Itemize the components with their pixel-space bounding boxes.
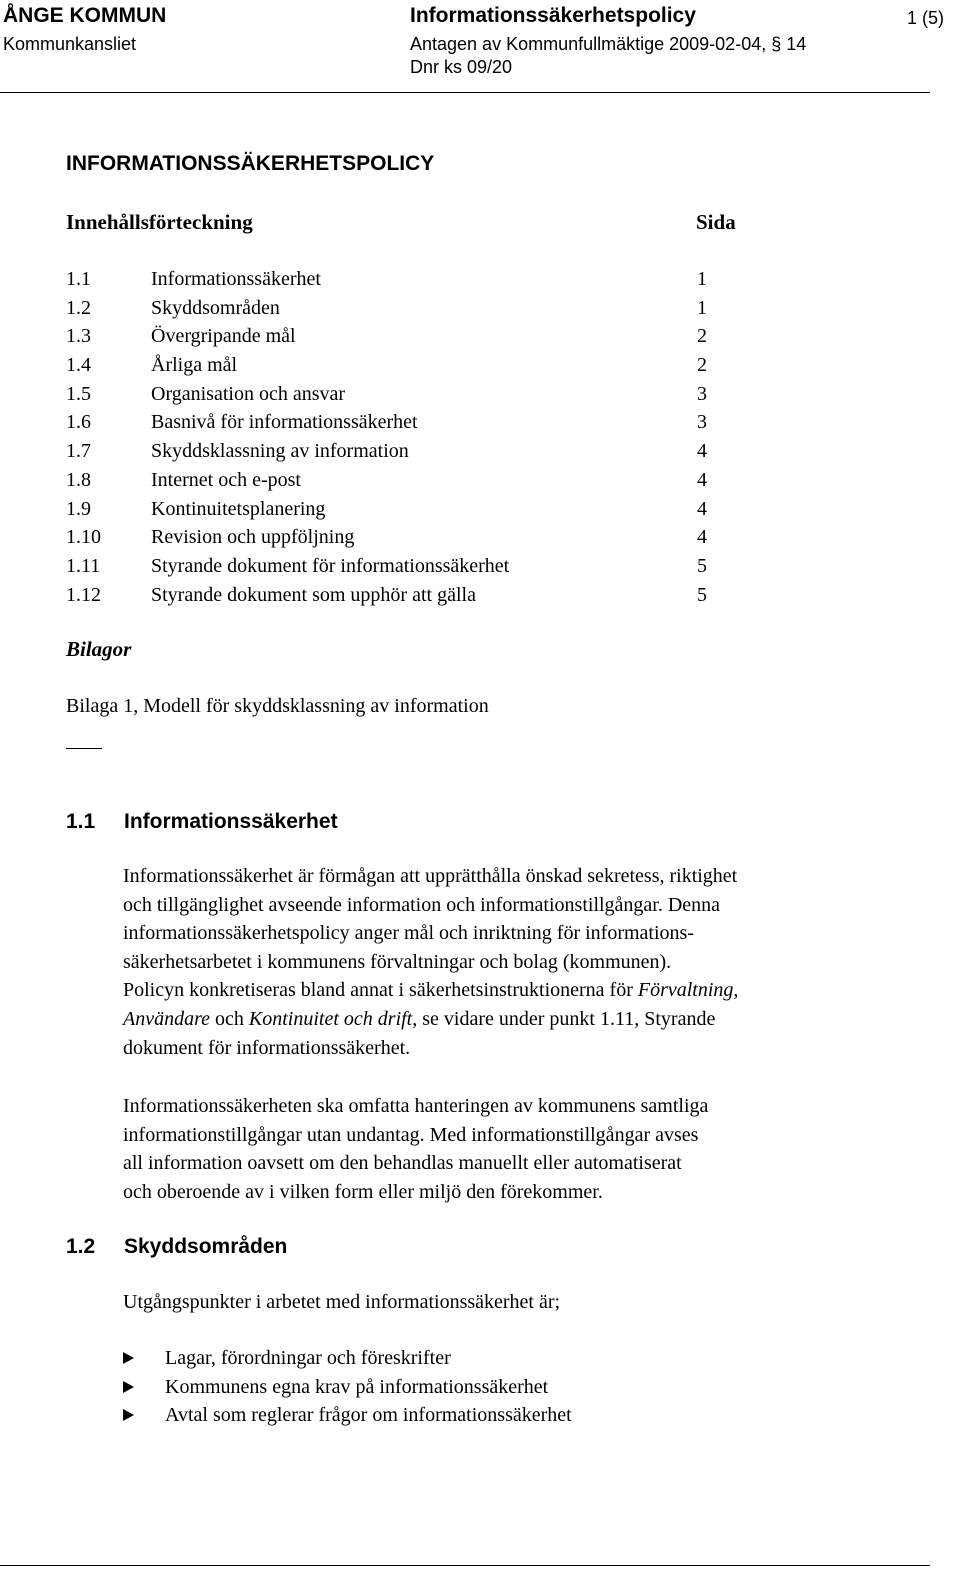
toc-item-number: 1.7 <box>66 440 91 463</box>
section-number: 1.2 <box>66 1235 96 1258</box>
appendices-heading: Bilagor <box>66 637 132 661</box>
triangle-bullet-icon <box>123 1352 134 1364</box>
toc-item[interactable] <box>66 265 766 294</box>
toc-item-label: Revision och uppföljning <box>151 526 355 549</box>
header-divider <box>0 92 930 93</box>
section-title: Informationssäkerhet <box>124 810 338 833</box>
toc-item-page: 3 <box>697 411 707 434</box>
toc-item-label: Årliga mål <box>151 354 238 377</box>
toc-item-number: 1.11 <box>66 554 101 577</box>
toc-item-label: Informationssäkerhet <box>151 268 321 290</box>
toc-item-label: Skyddsområden <box>151 296 280 319</box>
toc-item-label: Basnivå för informationssäkerhet <box>151 411 418 434</box>
toc-item-number: 1.4 <box>66 354 91 377</box>
toc-item[interactable] <box>66 552 766 581</box>
list-item-text: Lagar, förordningar och föreskrifter <box>165 1347 451 1369</box>
adoption-note: Antagen av Kommunfullmäktige 2009-02-04, § 14 <box>410 34 807 54</box>
list-item-text: Avtal som reglerar frågor om informationssäkerhet <box>165 1404 572 1427</box>
toc-item-number: 1.10 <box>66 526 101 549</box>
toc-item-page: 2 <box>697 354 707 377</box>
toc-item-page: 4 <box>697 526 707 549</box>
paragraph-line: all information oavsett om den behandlas manuellt eller automatiserat <box>123 1152 682 1175</box>
toc-item-number: 1.2 <box>66 296 91 319</box>
toc-item-number: 1.8 <box>66 468 91 491</box>
appendix-item[interactable]: Bilaga 1, Modell för skyddsklassning av information <box>66 695 489 717</box>
department-name: Kommunkansliet <box>3 34 137 54</box>
footer-divider <box>0 1565 930 1566</box>
paragraph-line: Informationssäkerhet är förmågan att upprätthålla önskad sekretess, riktighet <box>123 865 738 887</box>
section-1-1-heading <box>66 810 566 840</box>
toc-item[interactable] <box>66 408 766 437</box>
paragraph-line: och tillgänglighet avseende information och informationstillgångar. Denna <box>123 893 721 916</box>
triangle-bullet-icon <box>123 1409 134 1421</box>
toc-item[interactable] <box>66 581 766 610</box>
toc-heading: Innehållsförteckning <box>66 210 253 234</box>
toc-item-label: Skyddsklassning av information <box>151 440 409 463</box>
paragraph-line: Informationssäkerheten ska omfatta hanteringen av kommunens samtliga <box>123 1095 709 1117</box>
paragraph-line <box>123 1005 738 1034</box>
toc-item-number: 1.3 <box>66 325 91 348</box>
toc-item-label: Övergripande mål <box>151 325 296 348</box>
toc-item-label: Organisation och ansvar <box>151 382 346 405</box>
page-number: 1 (5) <box>907 8 945 28</box>
diary-number: Dnr ks 09/20 <box>410 57 513 77</box>
section-1-2-intro <box>123 1288 560 1317</box>
paragraph-line: informationssäkerhetspolicy anger mål och inriktning för informations- <box>123 922 694 945</box>
toc-item-page: 5 <box>697 554 707 577</box>
italic-reference: Förvaltning, <box>637 979 739 1002</box>
toc-item[interactable] <box>66 495 766 524</box>
toc-item-page: 2 <box>697 325 707 348</box>
toc-item-page: 4 <box>697 440 707 463</box>
header-title: Informationssäkerhetspolicy <box>410 4 696 27</box>
section-title: Skyddsområden <box>124 1235 288 1258</box>
italic-reference: Kontinuitet och drift <box>248 1007 413 1030</box>
toc-item-page: 4 <box>697 468 707 491</box>
toc-item-number: 1.12 <box>66 583 101 606</box>
toc-item-label: Kontinuitetsplanering <box>151 497 326 520</box>
toc-item[interactable] <box>66 380 766 409</box>
toc-item-page: 5 <box>697 583 707 606</box>
toc-item[interactable] <box>66 437 766 466</box>
section-1-1-paragraph-1 <box>123 862 738 1062</box>
section-1-2-heading <box>66 1235 566 1265</box>
paragraph-text: Policyn konkretiseras bland annat i säkerhetsinstruktionerna för <box>123 979 638 1002</box>
toc-item[interactable] <box>66 466 766 495</box>
toc-item[interactable] <box>66 523 766 552</box>
section-1-1-paragraph-2 <box>123 1092 708 1206</box>
toc-item[interactable] <box>66 294 766 323</box>
paragraph-line: Utgångspunkter i arbetet med informationssäkerhet är; <box>123 1291 561 1313</box>
toc-item-number: 1.6 <box>66 411 91 434</box>
toc-item-page: 1 <box>697 268 707 290</box>
short-divider <box>66 748 102 749</box>
toc-item[interactable] <box>66 351 766 380</box>
toc-item-number: 1.5 <box>66 382 91 405</box>
paragraph-text: och <box>210 1007 249 1030</box>
toc-item-page: 4 <box>697 497 707 520</box>
toc-item-label: Styrande dokument för informationssäkerhet <box>151 554 510 577</box>
italic-reference: Användare <box>123 1007 211 1030</box>
table-of-contents <box>66 265 766 609</box>
toc-item-page: 1 <box>697 296 707 319</box>
toc-item-number: 1.1 <box>66 268 91 290</box>
toc-item-page: 3 <box>697 382 707 405</box>
section-number: 1.1 <box>66 810 96 833</box>
document-title: INFORMATIONSSÄKERHETSPOLICY <box>66 152 435 175</box>
paragraph-line <box>123 976 738 1005</box>
triangle-bullet-icon <box>123 1381 134 1393</box>
toc-item[interactable] <box>66 322 766 351</box>
paragraph-line: dokument för informationssäkerhet. <box>123 1036 411 1059</box>
toc-item-label: Internet och e-post <box>151 468 301 491</box>
toc-page-heading: Sida <box>696 210 736 234</box>
paragraph-line: säkerhetsarbetet i kommunens förvaltningar och bolag (kommunen). <box>123 950 672 973</box>
paragraph-line: informationstillgångar utan undantag. Med informationstillgångar avses <box>123 1123 699 1146</box>
paragraph-text: , se vidare under punkt 1.11, Styrande <box>412 1007 716 1030</box>
toc-item-label: Styrande dokument som upphör att gälla <box>151 583 476 606</box>
toc-item-number: 1.9 <box>66 497 91 520</box>
organization-name: ÅNGE KOMMUN <box>3 4 167 27</box>
paragraph-line: och oberoende av i vilken form eller miljö den förekommer. <box>123 1180 603 1203</box>
list-item-text: Kommunens egna krav på informationssäkerhet <box>165 1375 549 1398</box>
